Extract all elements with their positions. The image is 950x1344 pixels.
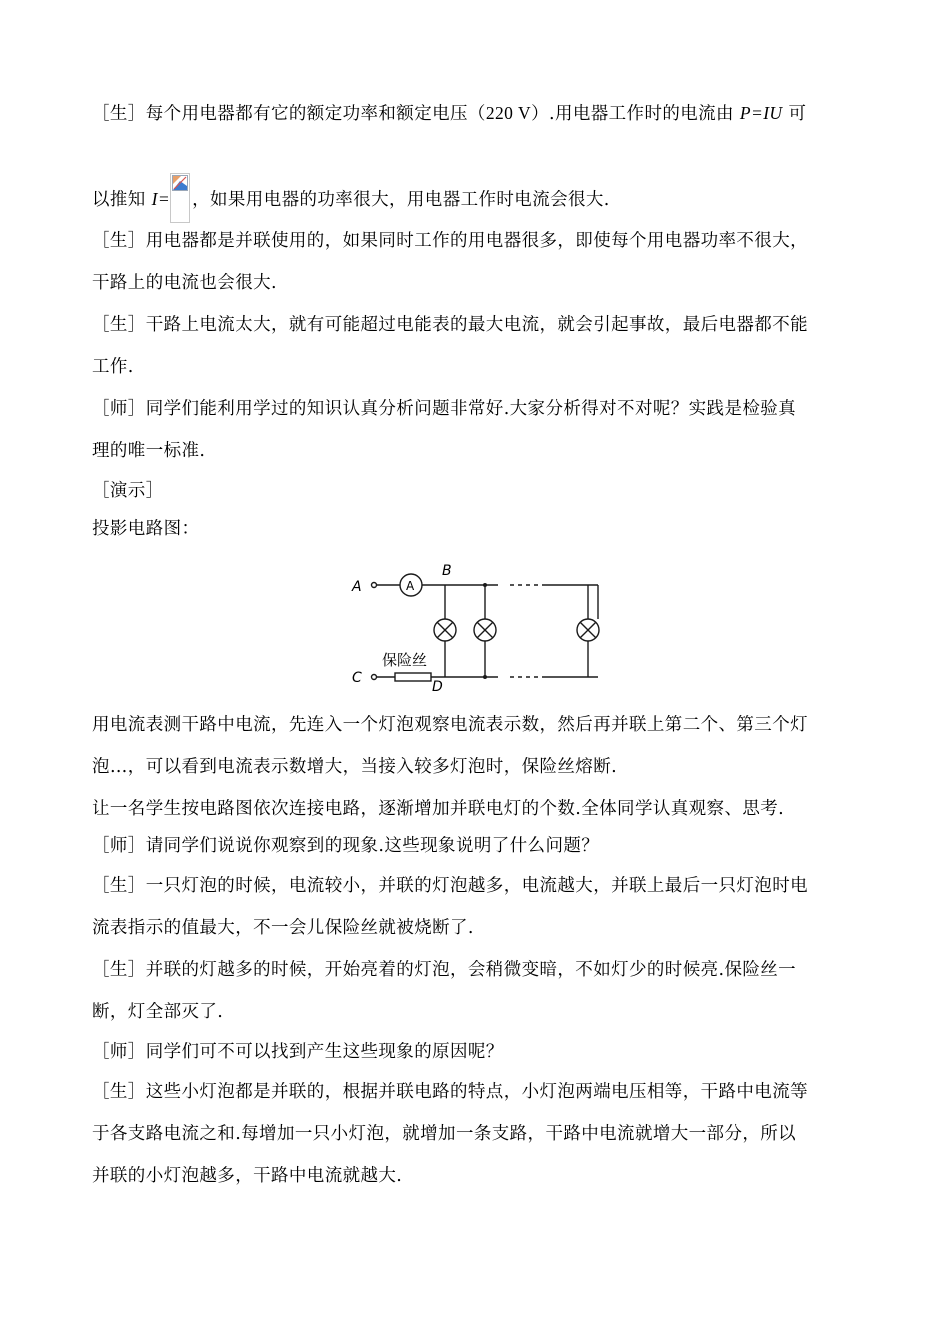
ammeter-label: A bbox=[406, 579, 415, 593]
formula-image bbox=[170, 173, 190, 223]
paragraph-11-line-1: ［生］并联的灯越多的时候，开始亮着的灯泡，会稍微变暗，不如灯少的时候亮.保险丝一 bbox=[92, 960, 797, 980]
paragraph-10-line-1: ［生］一只灯泡的时候，电流较小，并联的灯泡越多，电流越大，并联上最后一只灯泡时电 bbox=[92, 876, 808, 896]
rated-voltage: 220 V bbox=[485, 103, 532, 123]
power-formula: P=IU bbox=[739, 103, 783, 123]
paragraph-7-line-1: 用电流表测干路中电流，先连入一个灯泡观察电流表示数，然后再并联上第二个、第三个灯 bbox=[92, 715, 808, 735]
paragraph-4-line-1: ［师］同学们能利用学过的知识认真分析问题非常好.大家分析得对不对呢？实践是检验真 bbox=[92, 399, 797, 419]
paragraph-1-line-2 bbox=[92, 173, 610, 223]
paragraph-11-line-2: 断，灯全部灭了. bbox=[92, 1002, 224, 1022]
paragraph-13-line-2: 于各支路电流之和.每增加一只小灯泡，就增加一条支路，干路中电流就增大一部分，所以 bbox=[92, 1124, 797, 1144]
paragraph-13-line-3: 并联的小灯泡越多，干路中电流就越大. bbox=[92, 1166, 403, 1186]
broken-image-icon bbox=[172, 175, 188, 191]
fuse-icon bbox=[395, 673, 431, 681]
label-d: D bbox=[432, 679, 443, 692]
current-formula: I= bbox=[151, 189, 171, 209]
paragraph-1-line-1 bbox=[92, 101, 806, 126]
text: 每个用电器都有它的额定功率和额定电压（ bbox=[145, 104, 486, 124]
paragraph-12: ［师］同学们可不可以找到产生这些现象的原因呢？ bbox=[92, 1042, 504, 1062]
text: ）.用电器工作时的电流由 bbox=[531, 104, 740, 124]
projection-caption: 投影电路图： bbox=[92, 519, 200, 539]
text: 可 bbox=[782, 104, 807, 124]
circuit-diagram bbox=[348, 560, 608, 692]
paragraph-10-line-2: 流表指示的值最大，不一会儿保险丝就被烧断了. bbox=[92, 918, 474, 938]
paragraph-2-line-1: ［生］用电器都是并联使用的，如果同时工作的用电器很多，即使每个用电器功率不很大， bbox=[92, 231, 808, 251]
paragraph-2-line-2: 干路上的电流也会很大. bbox=[92, 273, 277, 293]
paragraph-8: 让一名学生按电路图依次连接电路，逐渐增加并联电灯的个数.全体同学认真观察、思考. bbox=[92, 799, 785, 819]
text: ，如果用电器的功率很大，用电器工作时电流会很大. bbox=[192, 190, 610, 210]
paragraph-3-line-2: 工作. bbox=[92, 357, 134, 377]
label-a: A bbox=[352, 579, 362, 595]
speaker-tag: ［生］ bbox=[92, 104, 146, 124]
terminal-a bbox=[372, 583, 377, 588]
label-c: C bbox=[352, 670, 362, 686]
demo-heading: ［演示］ bbox=[92, 481, 164, 501]
fuse-label: 保险丝 bbox=[382, 651, 428, 669]
paragraph-13-line-1: ［生］这些小灯泡都是并联的，根据并联电路的特点，小灯泡两端电压相等，干路中电流等 bbox=[92, 1082, 808, 1102]
terminal-c bbox=[372, 675, 377, 680]
paragraph-7-line-2: 泡…，可以看到电流表示数增大，当接入较多灯泡时，保险丝熔断. bbox=[92, 757, 618, 777]
text: 以推知 bbox=[92, 190, 152, 210]
paragraph-3-line-1: ［生］干路上电流太大，就有可能超过电能表的最大电流，就会引起事故，最后电器都不能 bbox=[92, 315, 808, 335]
paragraph-4-line-2: 理的唯一标准. bbox=[92, 441, 206, 461]
paragraph-9: ［师］请同学们说说你观察到的现象.这些现象说明了什么问题？ bbox=[92, 836, 600, 856]
label-b: B bbox=[442, 563, 452, 579]
